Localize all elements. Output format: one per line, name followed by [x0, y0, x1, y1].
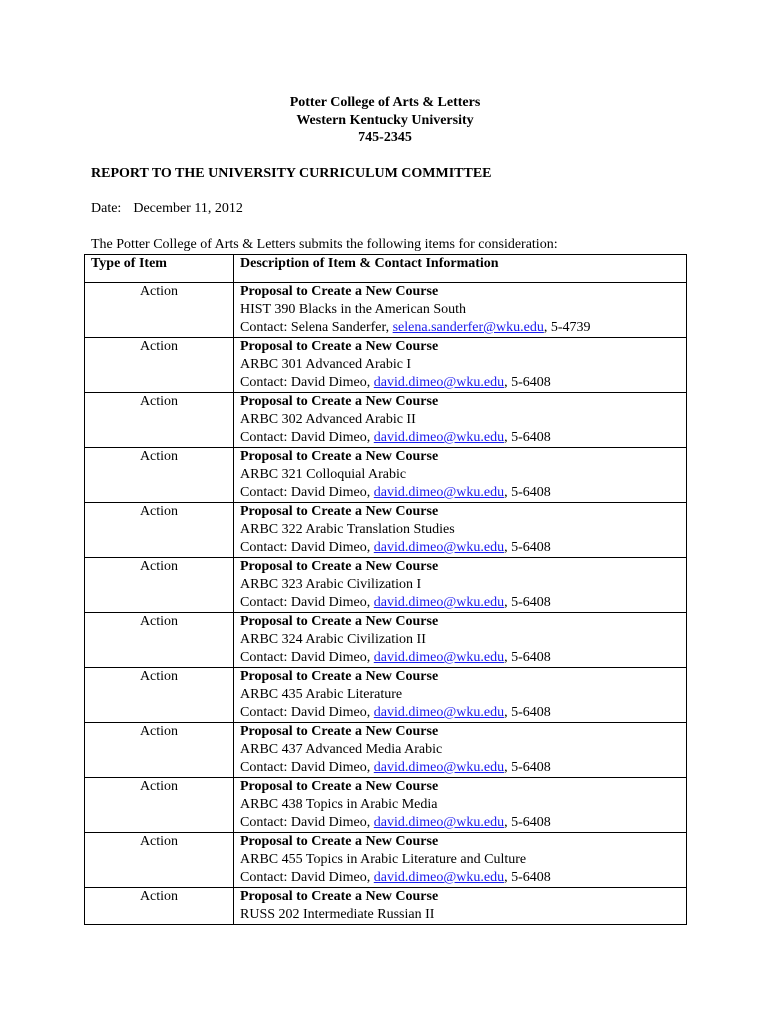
- table-row: [85, 668, 687, 723]
- item-title: Proposal to Create a New Course: [240, 779, 439, 794]
- item-type: Action: [85, 448, 234, 503]
- course-name: ARBC 435 Arabic Literature: [240, 687, 403, 702]
- contact-email-link[interactable]: david.dimeo@wku.edu: [373, 650, 505, 665]
- contact-phone: , 5-6408: [504, 375, 551, 390]
- course-name: ARBC 302 Advanced Arabic II: [240, 412, 416, 427]
- contact-phone: , 5-4739: [543, 320, 591, 335]
- item-description: [234, 833, 687, 888]
- item-description: [234, 558, 687, 613]
- contact-phone: , 5-6408: [504, 760, 551, 775]
- item-title: Proposal to Create a New Course: [240, 394, 439, 409]
- item-description: [234, 613, 687, 668]
- course-name: ARBC 437 Advanced Media Arabic: [240, 742, 443, 757]
- phone-number: 745-2345: [358, 130, 412, 145]
- course-name: ARBC 301 Advanced Arabic I: [240, 357, 412, 372]
- item-description: [234, 448, 687, 503]
- document-header: [0, 94, 770, 147]
- table-row: [85, 558, 687, 613]
- item-title: Proposal to Create a New Course: [240, 889, 439, 904]
- item-type: Action: [85, 723, 234, 778]
- item-description: [234, 888, 687, 925]
- contact-name: Contact: David Dimeo,: [240, 760, 374, 775]
- course-name: ARBC 322 Arabic Translation Studies: [240, 522, 455, 537]
- item-type: Action: [85, 833, 234, 888]
- contact-phone: , 5-6408: [504, 430, 551, 445]
- item-type: Action: [85, 888, 234, 925]
- table-row: [85, 503, 687, 558]
- report-title: REPORT TO THE UNIVERSITY CURRICULUM COMMITTEE: [91, 166, 492, 181]
- contact-line: [240, 759, 686, 777]
- item-description: [234, 393, 687, 448]
- course-name: ARBC 321 Colloquial Arabic: [240, 467, 407, 482]
- contact-email-link[interactable]: david.dimeo@wku.edu: [373, 815, 505, 830]
- intro-text: The Potter College of Arts & Letters submits the following items for consideration:: [91, 237, 558, 252]
- item-type: Action: [85, 393, 234, 448]
- item-title: Proposal to Create a New Course: [240, 834, 439, 849]
- course-name: ARBC 438 Topics in Arabic Media: [240, 797, 438, 812]
- table-row: [85, 888, 687, 925]
- contact-phone: , 5-6408: [504, 650, 551, 665]
- header-type-of-item: Type of Item: [85, 255, 234, 283]
- contact-name: Contact: David Dimeo,: [240, 540, 374, 555]
- item-type: Action: [85, 613, 234, 668]
- item-description: [234, 668, 687, 723]
- contact-email-link[interactable]: david.dimeo@wku.edu: [373, 760, 505, 775]
- contact-name: Contact: David Dimeo,: [240, 815, 374, 830]
- contact-line: [240, 374, 686, 392]
- contact-line: [240, 539, 686, 557]
- table-row: [85, 833, 687, 888]
- date-value: December 11, 2012: [133, 201, 243, 216]
- contact-phone: , 5-6408: [504, 485, 551, 500]
- contact-line: [240, 429, 686, 447]
- contact-email-link[interactable]: david.dimeo@wku.edu: [373, 375, 505, 390]
- item-title: Proposal to Create a New Course: [240, 614, 439, 629]
- item-title: Proposal to Create a New Course: [240, 449, 439, 464]
- contact-email-link[interactable]: david.dimeo@wku.edu: [373, 540, 505, 555]
- items-table: [84, 254, 687, 925]
- item-title: Proposal to Create a New Course: [240, 559, 439, 574]
- table-row: [85, 613, 687, 668]
- item-description: [234, 283, 687, 338]
- item-description: [234, 778, 687, 833]
- item-type: Action: [85, 503, 234, 558]
- course-name: ARBC 324 Arabic Civilization II: [240, 632, 426, 647]
- contact-phone: , 5-6408: [504, 595, 551, 610]
- table-row: [85, 778, 687, 833]
- item-title: Proposal to Create a New Course: [240, 284, 439, 299]
- contact-line: [240, 649, 686, 667]
- item-type: Action: [85, 338, 234, 393]
- contact-name: Contact: Selena Sanderfer,: [240, 320, 393, 335]
- contact-email-link[interactable]: david.dimeo@wku.edu: [373, 485, 505, 500]
- item-type: Action: [85, 558, 234, 613]
- contact-line: [240, 704, 686, 722]
- item-title: Proposal to Create a New Course: [240, 504, 439, 519]
- table-row: [85, 448, 687, 503]
- item-title: Proposal to Create a New Course: [240, 339, 439, 354]
- contact-name: Contact: David Dimeo,: [240, 650, 374, 665]
- contact-email-link[interactable]: david.dimeo@wku.edu: [373, 430, 505, 445]
- table-row: [85, 283, 687, 338]
- table-row: [85, 393, 687, 448]
- contact-name: Contact: David Dimeo,: [240, 430, 374, 445]
- item-title: Proposal to Create a New Course: [240, 724, 439, 739]
- contact-email-link[interactable]: david.dimeo@wku.edu: [373, 705, 505, 720]
- table-row: [85, 338, 687, 393]
- contact-phone: , 5-6408: [504, 705, 551, 720]
- contact-phone: , 5-6408: [504, 815, 551, 830]
- contact-email-link[interactable]: david.dimeo@wku.edu: [373, 595, 505, 610]
- course-name: ARBC 323 Arabic Civilization I: [240, 577, 422, 592]
- contact-email-link[interactable]: david.dimeo@wku.edu: [373, 870, 505, 885]
- contact-line: [240, 484, 686, 502]
- item-type: Action: [85, 668, 234, 723]
- course-name: HIST 390 Blacks in the American South: [240, 302, 467, 317]
- contact-name: Contact: David Dimeo,: [240, 870, 374, 885]
- contact-name: Contact: David Dimeo,: [240, 595, 374, 610]
- item-type: Action: [85, 283, 234, 338]
- date-label: Date:: [91, 201, 122, 216]
- contact-email-link[interactable]: selena.sanderfer@wku.edu: [392, 320, 544, 335]
- item-description: [234, 723, 687, 778]
- table-header-row: [85, 255, 687, 283]
- table-row: [85, 723, 687, 778]
- item-type: Action: [85, 778, 234, 833]
- header-description: Description of Item & Contact Information: [234, 255, 687, 283]
- item-description: [234, 503, 687, 558]
- contact-name: Contact: David Dimeo,: [240, 375, 374, 390]
- contact-phone: , 5-6408: [504, 870, 551, 885]
- course-name: ARBC 455 Topics in Arabic Literature and Culture: [240, 852, 527, 867]
- university-name: Western Kentucky University: [296, 112, 474, 128]
- contact-line: [240, 319, 686, 337]
- item-description: [234, 338, 687, 393]
- item-title: Proposal to Create a New Course: [240, 669, 439, 684]
- course-name: RUSS 202 Intermediate Russian II: [240, 907, 435, 922]
- contact-line: [240, 814, 686, 832]
- date-line: [91, 201, 243, 217]
- contact-name: Contact: David Dimeo,: [240, 705, 374, 720]
- college-name: Potter College of Arts & Letters: [289, 95, 481, 110]
- contact-name: Contact: David Dimeo,: [240, 485, 374, 500]
- contact-phone: , 5-6408: [504, 540, 551, 555]
- contact-line: [240, 869, 686, 887]
- contact-line: [240, 594, 686, 612]
